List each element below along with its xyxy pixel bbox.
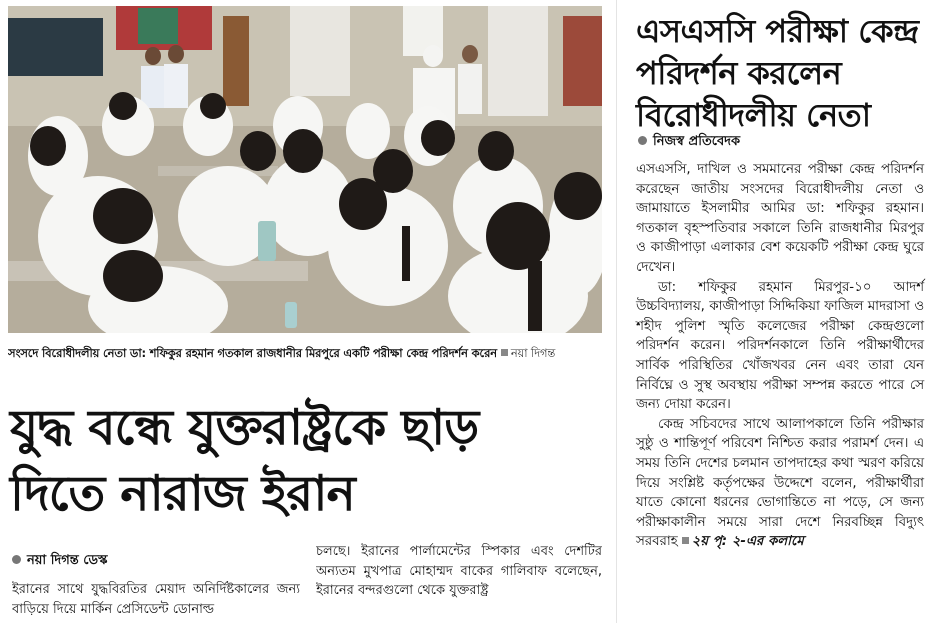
continued-note: ২য় পৃ: ২-এর কলামে bbox=[691, 534, 804, 550]
caption-source: নয়া দিগন্ত bbox=[510, 346, 556, 360]
square-bullet-icon bbox=[682, 537, 689, 544]
exam-hall-photo bbox=[8, 6, 602, 333]
square-bullet-icon bbox=[501, 349, 508, 356]
side-headline-line2: পরিদর্শন করলেন bbox=[636, 54, 842, 92]
side-headline-line3: বিরোধীদলীয় নেতা bbox=[636, 96, 871, 134]
main-byline-text: নয়া দিগন্ত ডেস্ক bbox=[27, 553, 108, 568]
column-divider bbox=[616, 0, 617, 623]
main-headline-line1: যুদ্ধ বন্ধে যুক্তরাষ্ট্রকে ছাড় bbox=[10, 399, 479, 456]
side-paragraph-2: ডা: শফিকুর রহমান মিরপুর-১০ আদর্শ উচ্চবিদ্যালয়, কাজীপাড়া সিদ্দিকিয়া ফাজিল মাদরাসা ও শহীদ পুলিশ স্মৃতি কলেজের পরীক্ষা কেন্দ্রগুলো পরিদর্শন করেন। পরিদর্শনকালে তিনি পরীক্ষার্থীদের সার্বিক পরিস্থিতির খোঁজখবর নেন এবং তারা যেন নির্বিঘ্নে ও সুস্থ অবস্থায় পরীক্ষা সম্পন্ন করতে পারে সে জন্য দোয়া করেন। bbox=[636, 279, 924, 413]
caption-text: সংসদে বিরোধীদলীয় নেতা ডা: শফিকুর রহমান গতকাল রাজধানীর মিরপুরে একটি পরীক্ষা কেন্দ্র পরিদর্শন করেন bbox=[8, 346, 497, 360]
main-headline-line2: দিতে নারাজ ইরান bbox=[10, 465, 355, 522]
side-headline-line1: এসএসসি পরীক্ষা কেন্দ্র bbox=[636, 12, 919, 50]
side-paragraph-3-text: কেন্দ্র সচিবদের সাথে আলাপকালে তিনি পরীক্ষার সুষ্ঠু ও শান্তিপূর্ণ পরিবেশ নিশ্চিত করার পরামর্শ দেন। এ সময় তিনি দেশের চলমান তাপদাহের কথা স্মরণ করিয়ে দিয়ে সংশ্লিষ্ট কর্তৃপক্ষের উদ্দেশে বলেন, পরীক্ষার্থীরা যাতে কোনো ধরনের ভোগান্তিতে না পড়ে, সে জন্য পরীক্ষাকালীন সময়ে সারা দেশে নিরবচ্ছিন্ন বিদ্যুৎ সরবরাহ bbox=[636, 416, 924, 550]
side-story-body bbox=[636, 160, 924, 552]
side-paragraph-3 bbox=[636, 415, 924, 552]
side-story-byline bbox=[638, 132, 740, 153]
side-byline-text: নিজস্ব প্রতিবেদক bbox=[653, 134, 741, 149]
main-story-column-1: ইরানের সাথে যুদ্ধবিরতির মেয়াদ অনির্দিষ্টকালের জন্য বাড়িয়ে দিয়ে মার্কিন প্রেসিডেন্ট ডোনাল্ড bbox=[12, 582, 300, 617]
bullet-icon bbox=[638, 136, 647, 145]
bullet-icon bbox=[12, 555, 21, 564]
main-story-byline bbox=[12, 551, 107, 572]
main-story-column-2: চলছে। ইরানের পার্লামেন্টের স্পিকার এবং দেশটির অন্যতম মুখপাত্র মোহাম্মদ বাকের গালিবাফ বলেছেন, ইরানের বন্দরগুলো থেকে যুক্তরাষ্ট্র bbox=[316, 544, 602, 598]
main-headline bbox=[10, 395, 600, 527]
side-paragraph-1: এসএসসি, দাখিল ও সমমানের পরীক্ষা কেন্দ্র পরিদর্শন করেছেন জাতীয় সংসদের বিরোধীদলীয় নেতা ও জামায়াতে ইসলামীর আমির ডা: শফিকুর রহমান। গতকাল বৃহস্পতিবার সকালে তিনি রাজধানীর মিরপুর ও কাজীপাড়া এলাকার বেশ কয়েকটি পরীক্ষা কেন্দ্র ঘুরে দেখেন। bbox=[636, 162, 924, 275]
photo-caption bbox=[8, 345, 603, 364]
side-story-headline bbox=[636, 10, 926, 136]
